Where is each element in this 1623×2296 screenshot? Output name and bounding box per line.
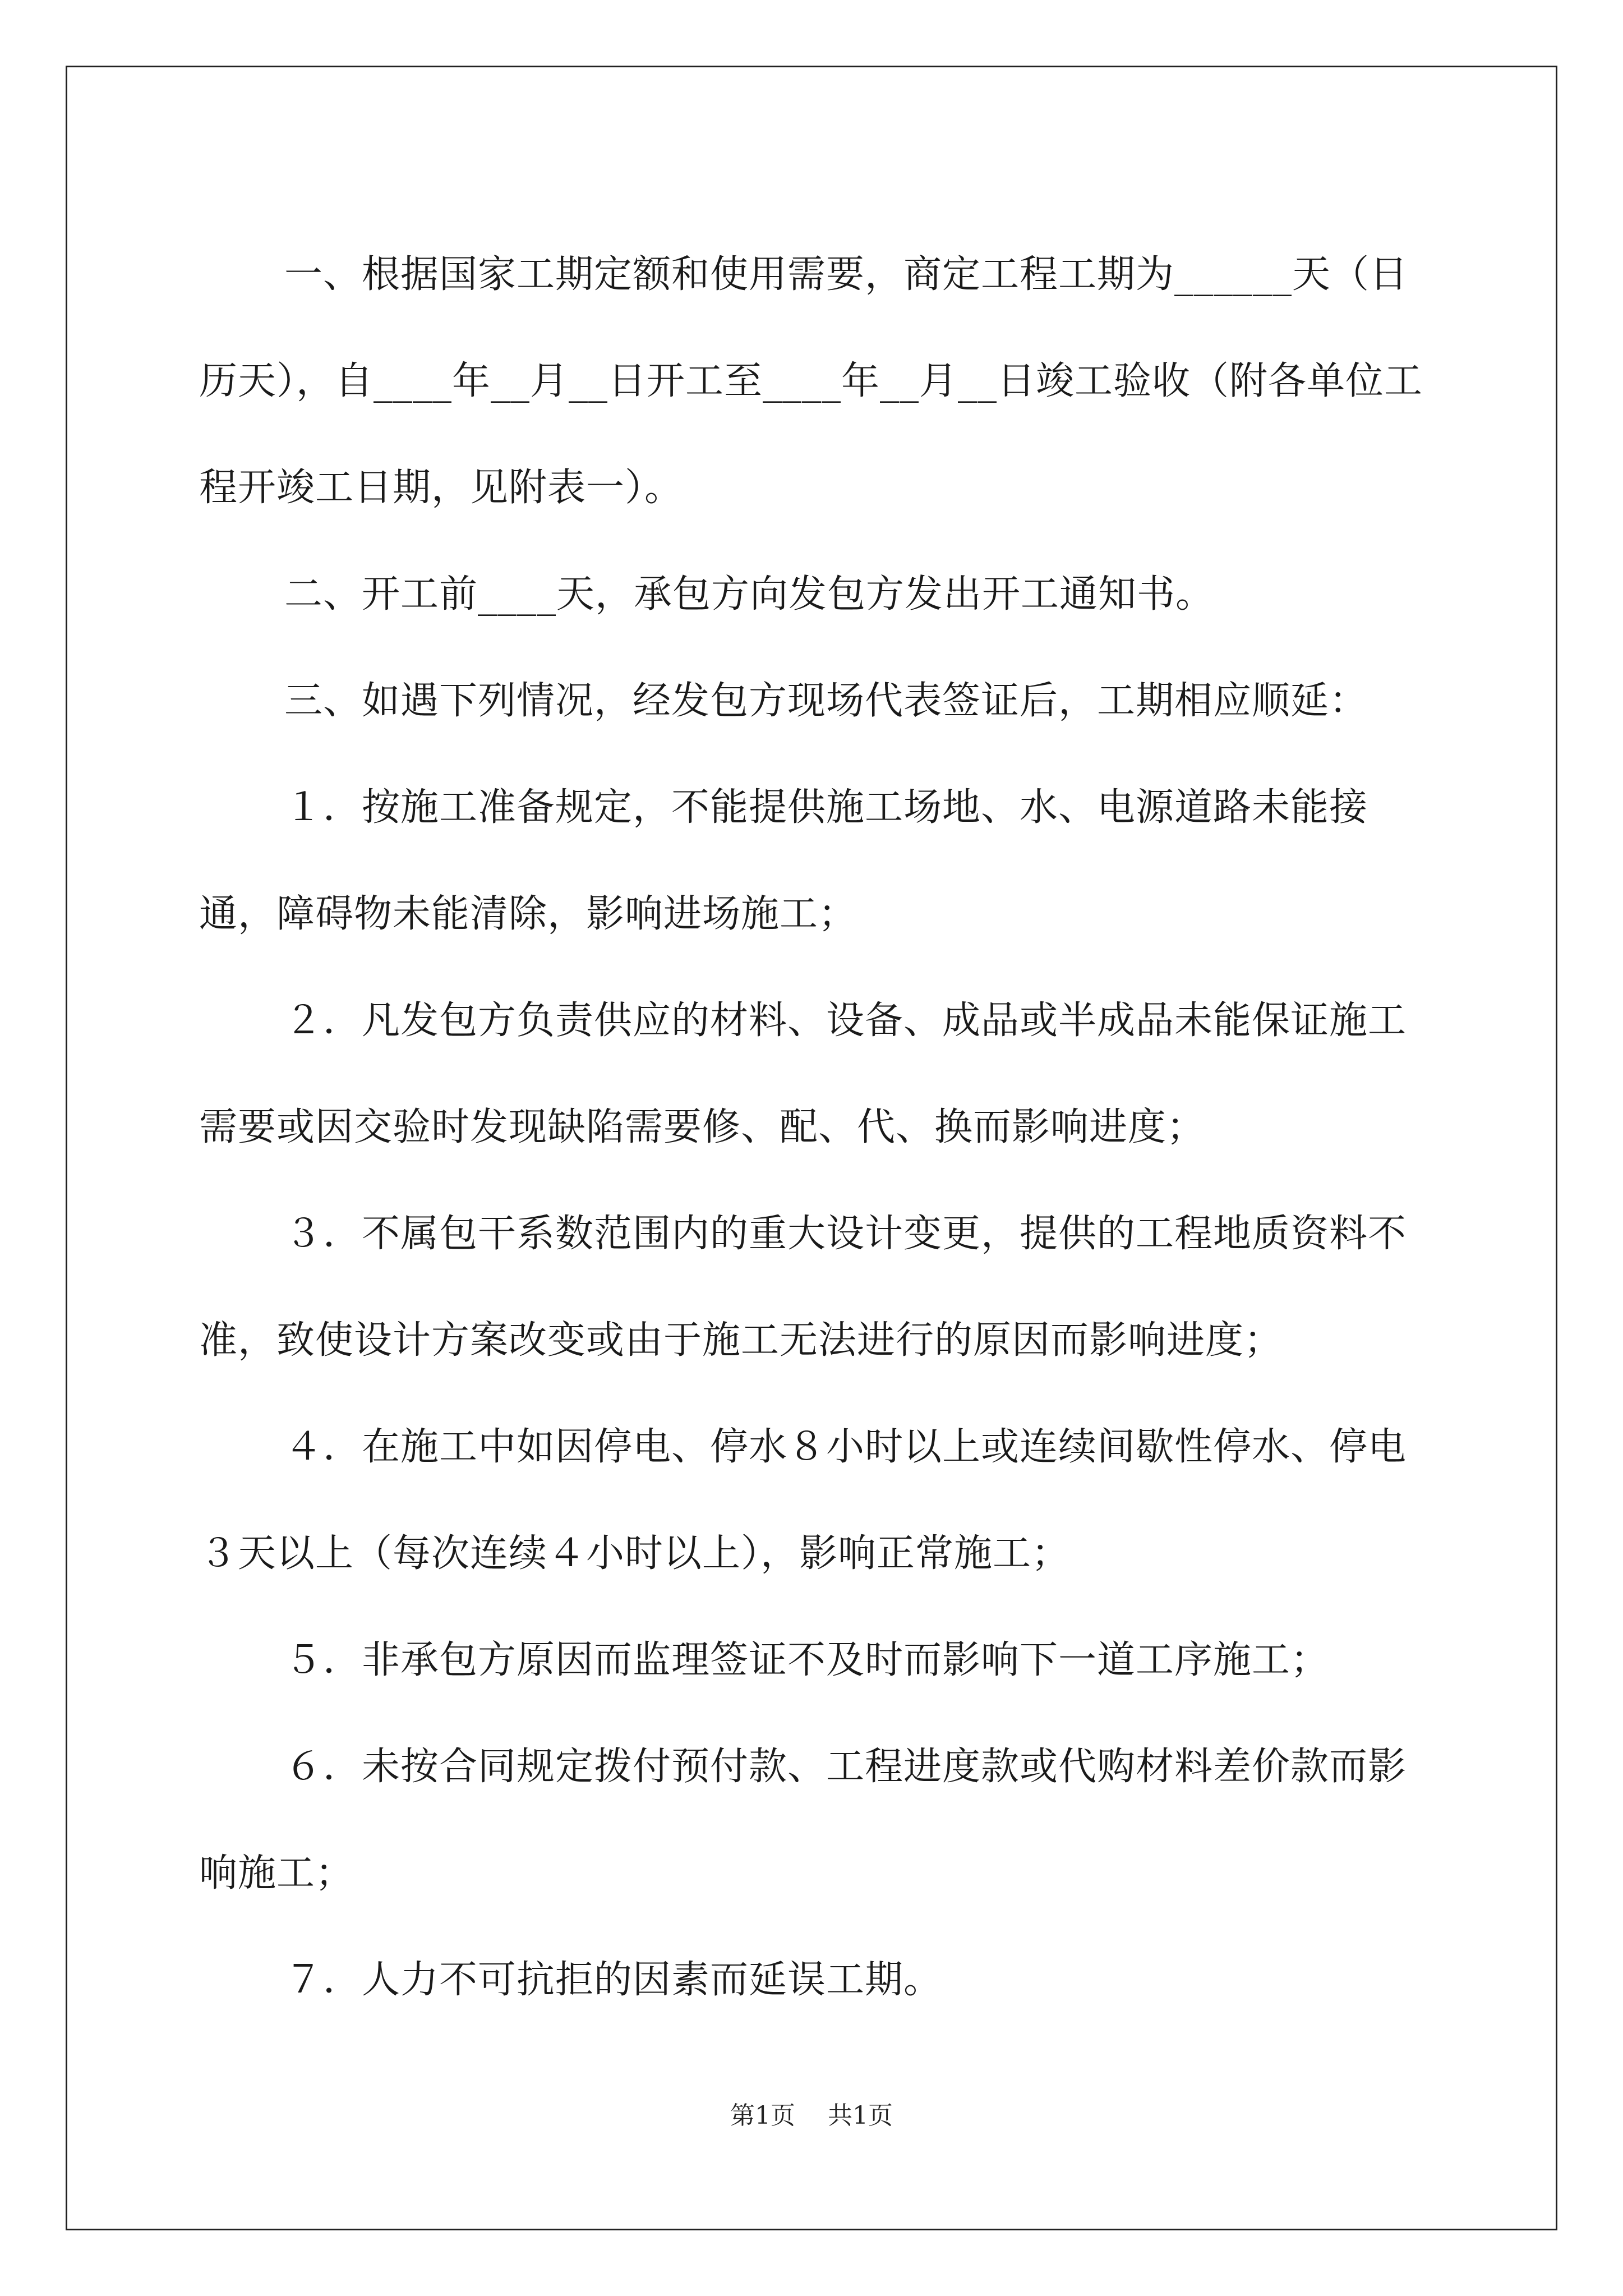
paragraph-schedule: 一、根据国家工期定额和使用需要，商定工程工期为______天（日历天），自____年__月__日开工至____年__月__日竣工验收（附各单位工程开竣工日期，见附表一）。 [199, 252, 1423, 510]
paragraph-start-notice: 二、开工前____天，承包方向发包方发出开工通知书。 [284, 572, 1215, 616]
list-item: ３．不属包干系数范围内的重大设计变更，提供的工程地质资料不准，致使设计方案改变或由于施工无法进行的原因而影响进度； [199, 1212, 1407, 1363]
page-total: 共1页 [828, 2101, 893, 2130]
list-item: １．按施工准备规定，不能提供施工场地、水、电源道路未能接通，障碍物未能清除，影响进场施工； [199, 785, 1368, 936]
page-footer [0, 2095, 1623, 2131]
list-item: ６．未按合同规定拨付预付款、工程进度款或代购材料差价款而影响施工； [199, 1745, 1407, 1895]
paragraph-extension-conditions: 三、如遇下列情况，经发包方现场代表签证后，工期相应顺延： [284, 679, 1368, 723]
list-item: ７．人力不可抗拒的因素而延误工期。 [284, 1958, 943, 2002]
list-item: ５．非承包方原因而监理签证不及时而影响下一道工序施工； [284, 1638, 1330, 1682]
list-item: ２．凡发包方负责供应的材料、设备、成品或半成品未能保证施工需要或因交验时发现缺陷需要修、配、代、换而影响进度； [199, 999, 1407, 1149]
list-item: ４．在施工中如因停电、停水８小时以上或连续间歇性停水、停电３天以上（每次连续４小时以上），影响正常施工； [199, 1425, 1407, 1576]
document-body [199, 222, 1433, 2033]
page-number: 第1页 [730, 2101, 795, 2130]
